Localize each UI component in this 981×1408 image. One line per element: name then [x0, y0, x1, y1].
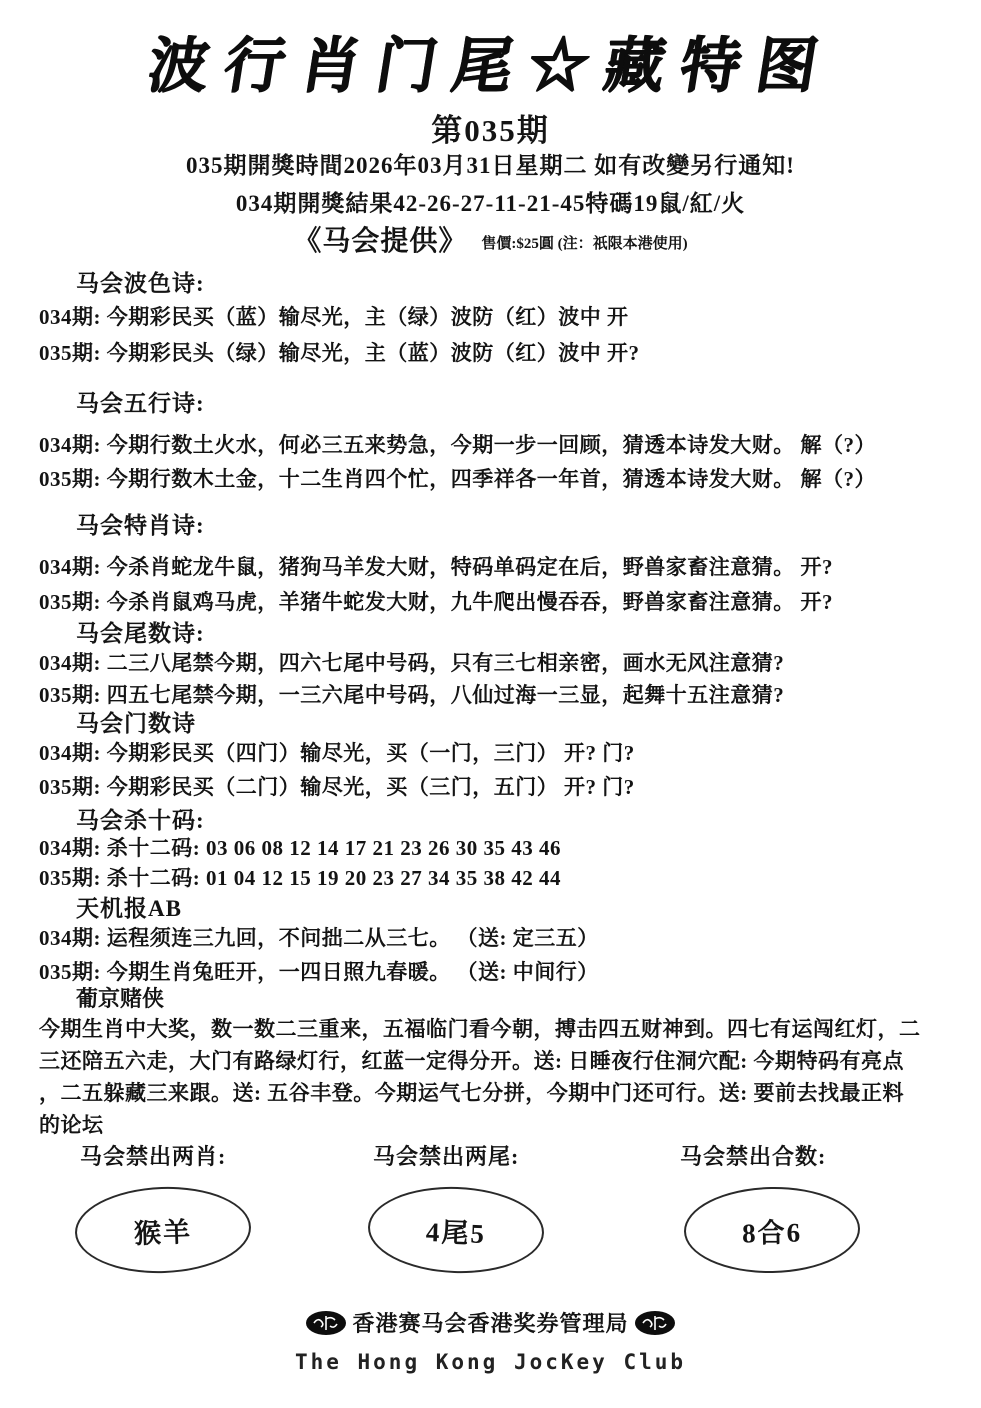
- forbidden-two-tails-label: 马会禁出两尾:: [373, 1144, 520, 1169]
- pujing-line: ，二五躲藏三来跟。送: 五谷丰登。今期运气七分拼，今期中门还可行。送: 要前去找最正料: [39, 1081, 904, 1105]
- period-line: 035期: 杀十二码: 01 04 12 15 19 20 23 27 34 35 38 42 44: [39, 866, 561, 890]
- issue-number: 第035期: [431, 113, 550, 148]
- pujing-heading: 葡京赌侠: [76, 986, 165, 1011]
- section-bose-heading: 马会波色诗:: [76, 271, 205, 296]
- section-menshu-heading: 马会门数诗: [76, 711, 196, 736]
- section-shashima-heading: 马会杀十码:: [76, 808, 205, 833]
- footer-org-cn: 香港赛马会香港奖券管理局: [352, 1311, 629, 1336]
- period-line: 035期: 今杀肖鼠鸡马虎，羊猪牛蛇发大财，九牛爬出慢吞吞，野兽家畜注意猜。 开?: [39, 590, 833, 614]
- pujing-line: 的论坛: [39, 1113, 104, 1137]
- last-result-line: 034期開獎結果42-26-27-11-21-45特碼19鼠/紅/火: [235, 191, 746, 216]
- section-tianjibao-heading: 天机报AB: [76, 896, 182, 921]
- period-line: 034期: 杀十二码: 03 06 08 12 14 17 21 23 26 30 35 43 46: [39, 836, 561, 860]
- pujing-line: 今期生肖中大奖，数一数二三重来，五福临门看今朝，搏击四五财神到。四七有运闯红灯，二: [39, 1017, 921, 1041]
- pujing-line: 三还陪五六走，大门有路绿灯行，红蓝一定得分开。送: 日睡夜行住洞穴配: 今期特码有亮点: [39, 1049, 904, 1073]
- tip-sheet-page: [0, 20, 981, 1408]
- period-line: 035期: 四五七尾禁今期，一三六尾中号码，八仙过海一三显，起舞十五注意猜?: [39, 683, 785, 707]
- forbidden-row: [0, 1143, 981, 1273]
- period-line: 035期: 今期彩民买（二门）输尽光，买（三门，五门） 开? 门?: [39, 775, 635, 799]
- footer-org-row: [0, 1307, 981, 1338]
- period-line: 035期: 今期彩民头（绿）输尽光，主（蓝）波防（红）波中 开?: [39, 341, 640, 365]
- forbidden-two-tails: [327, 1143, 654, 1273]
- forbidden-two-zodiac: [0, 1143, 327, 1273]
- forbidden-two-tails-value: 4尾5: [367, 1184, 546, 1276]
- forbidden-two-zodiac-label: 马会禁出两肖:: [80, 1144, 227, 1169]
- period-line: 035期: 今期生肖兔旺开，一四日照九春暖。 （送: 中间行）: [39, 960, 599, 984]
- period-line: 034期: 二三八尾禁今期，四六七尾中号码，只有三七相亲密，画水无风注意猜?: [39, 651, 785, 675]
- period-line: 034期: 运程须连三九回，不问拙二从三七。 （送: 定三五）: [39, 926, 599, 950]
- forbidden-sum-label: 马会禁出合数:: [680, 1144, 827, 1169]
- jockey-club-emblem-icon: [304, 1308, 348, 1338]
- period-line: 034期: 今期彩民买（四门）输尽光，买（一门，三门） 开? 门?: [39, 741, 635, 765]
- section-wuxing-heading: 马会五行诗:: [76, 391, 205, 416]
- section-weishu-heading: 马会尾数诗:: [76, 621, 205, 646]
- period-line: 034期: 今杀肖蛇龙牛鼠，猪狗马羊发大财，特码单码定在后，野兽家畜注意猜。 开?: [39, 555, 833, 579]
- period-line: 035期: 今期行数木土金，十二生肖四个忙，四季祥各一年首，猜透本诗发大财。 解（?）: [39, 467, 876, 491]
- period-line: 034期: 今期行数土火水，何必三五来势急，今期一步一回顾，猜透本诗发大财。 解（?）: [39, 433, 876, 457]
- provider-row: [0, 222, 981, 262]
- draw-time-line: 035期開獎時間2026年03月31日星期二 如有改變另行通知!: [186, 153, 795, 178]
- jockey-club-emblem-icon: [633, 1308, 677, 1338]
- period-line: 034期: 今期彩民买（蓝）输尽光，主（绿）波防（红）波中 开: [39, 305, 629, 329]
- provider-label: 《马会提供》: [293, 226, 468, 257]
- footer-org-en: The Hong Kong JocKey Club: [294, 1350, 687, 1374]
- forbidden-sum: [654, 1143, 981, 1273]
- page-title: 波行肖门尾☆藏特图: [143, 33, 838, 99]
- forbidden-sum-value: 8合6: [683, 1185, 860, 1274]
- section-texiao-heading: 马会特肖诗:: [76, 513, 205, 538]
- price-note: 售價:$25圓 (注：祇限本港使用): [481, 236, 688, 252]
- forbidden-two-zodiac-value: 猴羊: [74, 1184, 253, 1276]
